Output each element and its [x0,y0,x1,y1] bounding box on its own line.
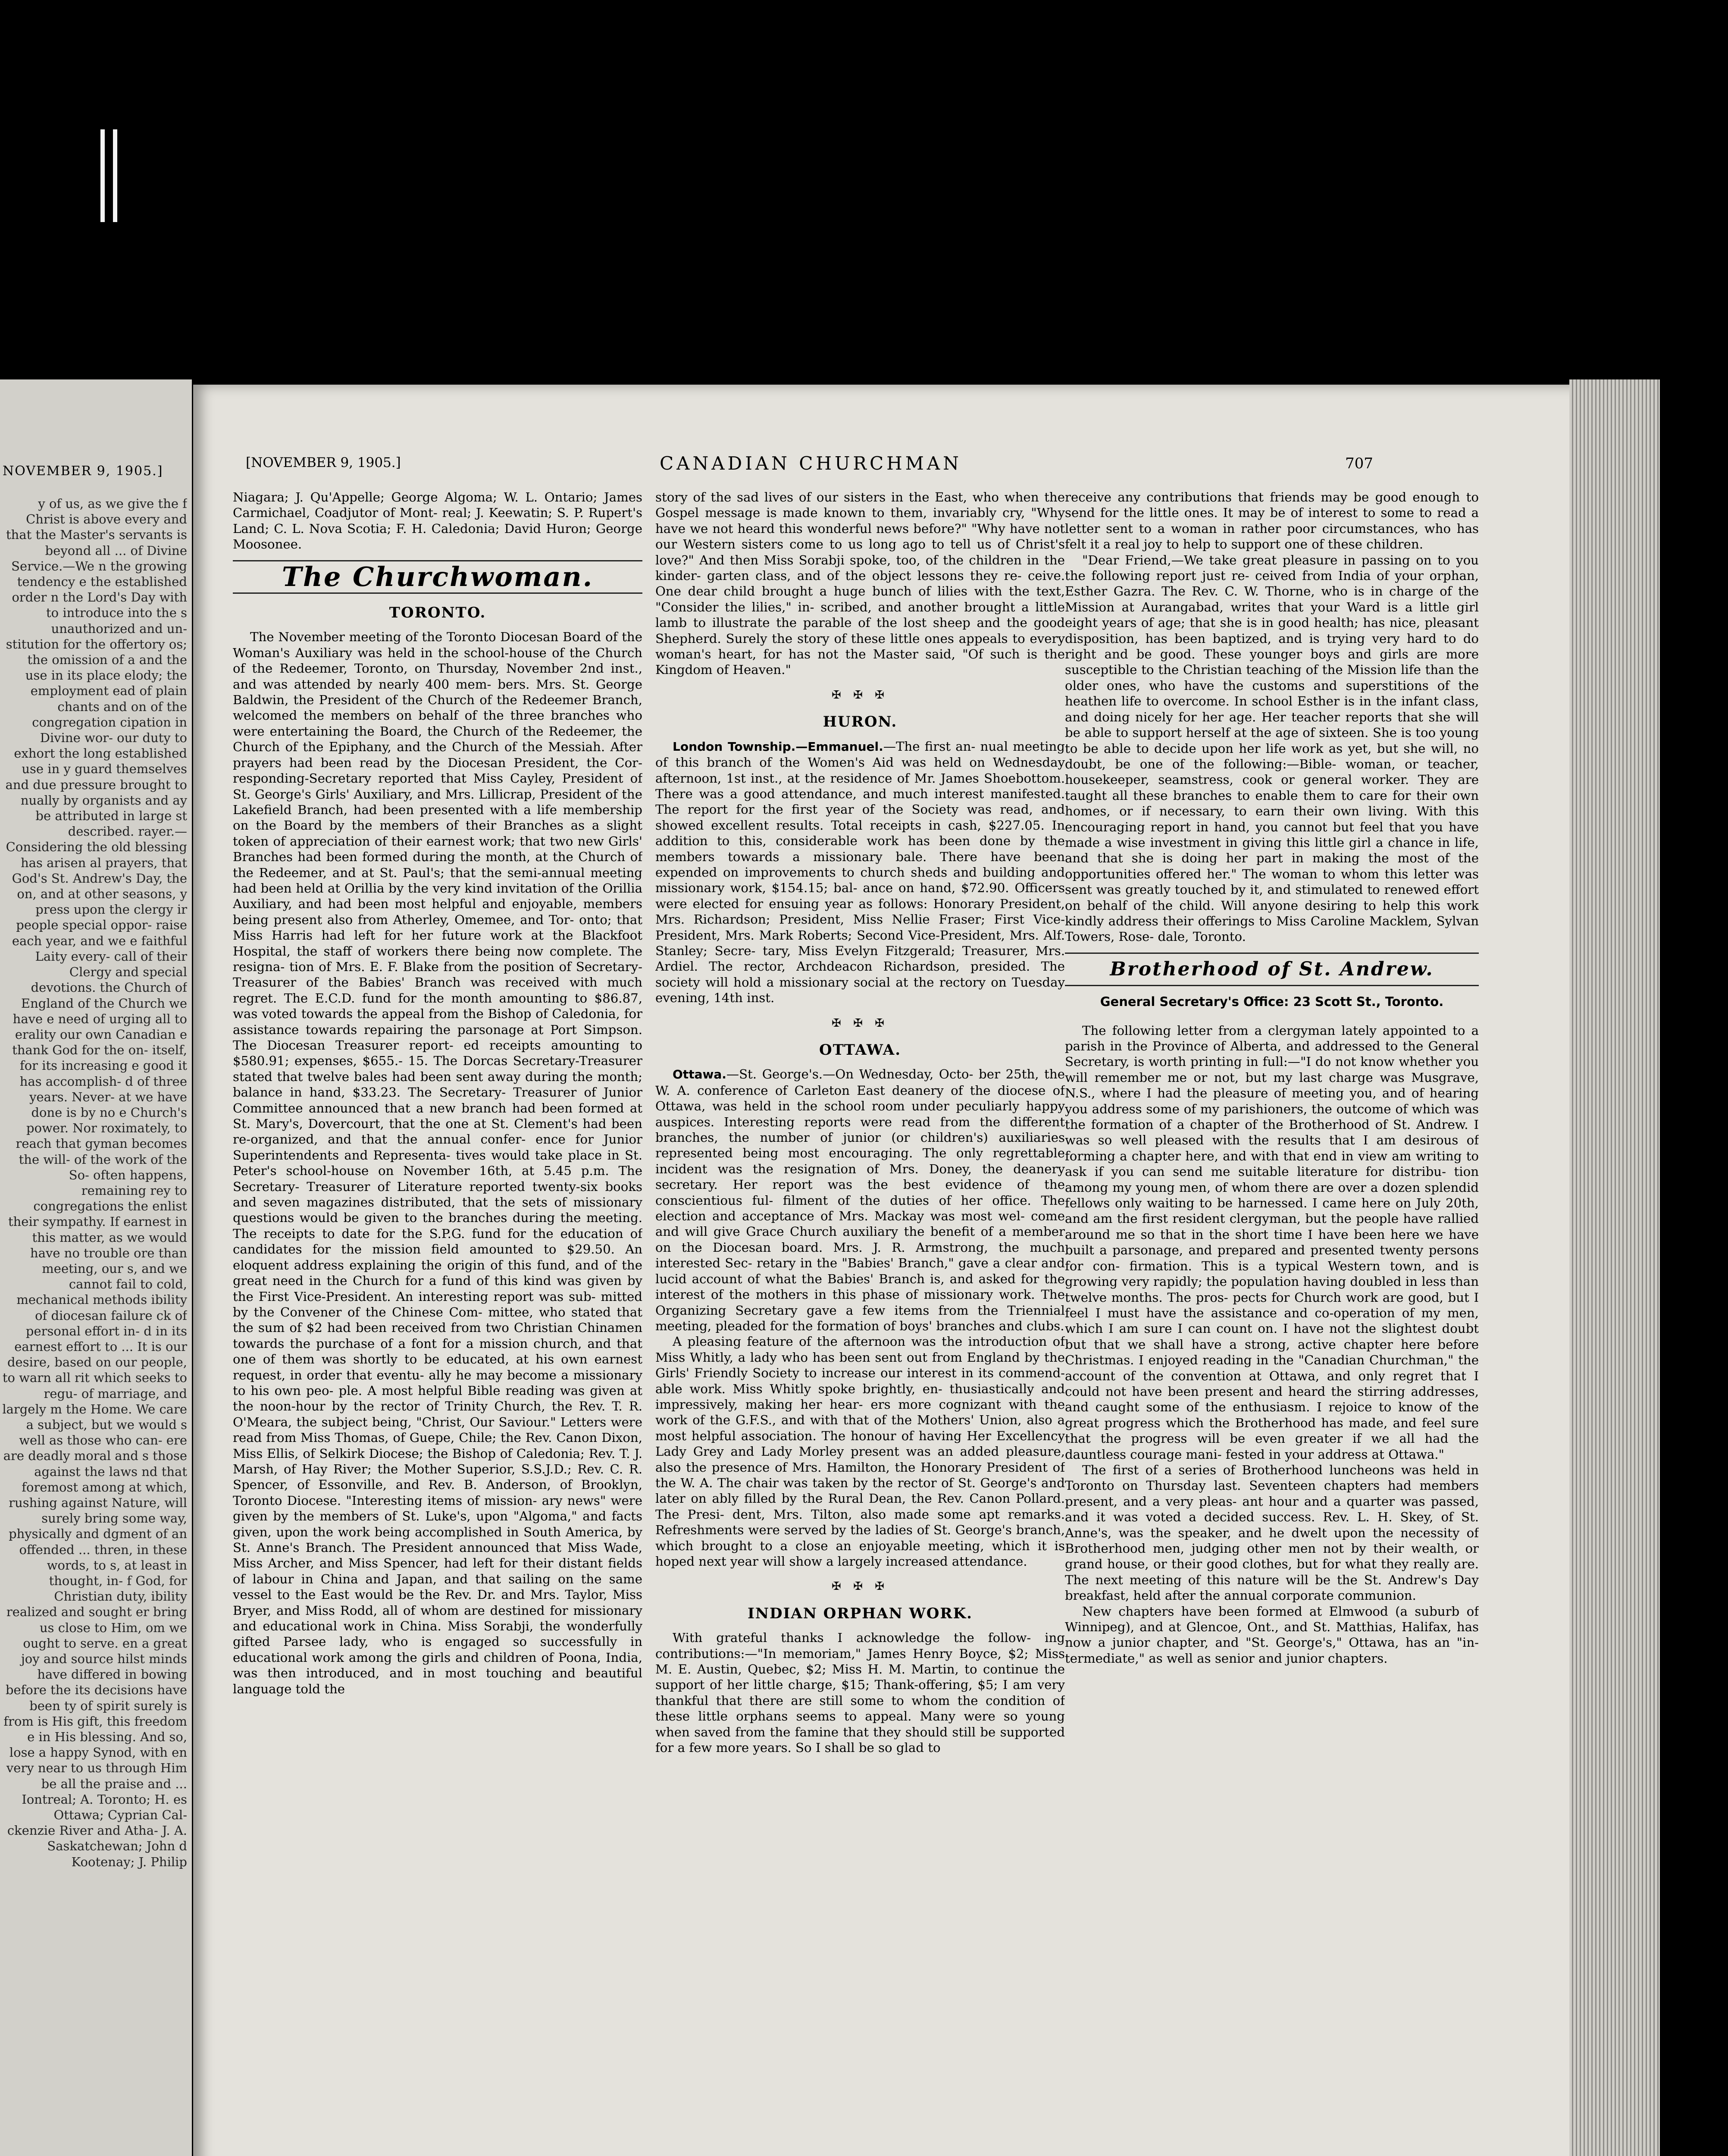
brotherhood-letter: The following letter from a clergyman lately appointed to a parish in the Province of Alberta, and addressed to the General Secretary, is worth printing in full:—"I do not know whether you will remember me or not, but my last charge was Musgrave, N.S., where I had the pleasure of meeting you, and of hearing you address some of my parishioners, the outcome of which was the formation of a chapter of the Brotherhood of St. Andrew. I was so well pleased with the results that I am desirous of forming a chapter here, and with that end in view am writing to ask if you can send me suitable literature for distribu- tion among my young men, of whom there are over a dozen splendid fellows only waiting to be harnessed. I came here on July 20th, and am the first resident clergyman, but the people have rallied around me so that in the short time I have been here we have built a parsonage, and prepared and presented twenty persons for con- firmation. This is a typical Western town, and is growing very rapidly; the population having doubled in less than twelve months. The pros- pects for Church work are good, but I feel I must have the assistance and co-operation of my men, which I am sure I can count on. I have not the slightest doubt but that we shall have a strong, active chapter here before Christmas. I enjoyed reading in the "Canadian Churchman," the account of the convention at Ottawa, and only regret that I could not have been present and heard the stirring addresses, and caught some of the enthusiasm. I rejoice to know of the great progress which the Brotherhood has made, and feel sure that the progress will be even greater if we all had the dauntless courage mani- fested in your address at Ottawa." [1065,1023,1479,1462]
brotherhood-masthead: Brotherhood of St. Andrew. [1110,958,1434,980]
brotherhood-luncheons: The first of a series of Brotherhood luncheons was held in Toronto on Thursday last. Seventeen chapters had members present, and a very pleas- ant hour and a quarter was passed, and it was voted a decided success. Rev. L. H. Skey, of St. Anne's, was the speaker, and he dwelt upon the necessity of Brotherhood men, judging other men not by their wealth, or grand house, or their good clothes, but for what they really are. The next meeting of this nature will be the St. Andrew's Day breakfast, held after the annual corporate communion. [1065,1462,1479,1603]
page-edges [1569,379,1660,2156]
section-heading-huron: HURON. [823,713,898,731]
toronto-report: The November meeting of the Toronto Diocesan Board of the Woman's Auxiliary was held in the school-house of the Church of the Redeemer, Toronto, on Thursday, November 2nd inst., and was attended by nearly 400 mem- bers. Mrs. St. George Baldwin, the President of the Church of the Redeemer Branch, welcomed the members on behalf of the three branches who were entertaining the Board, the Church of the Redeemer, the Church of the Epiphany, and the Church of the Messiah. After prayers had been read by the Diocesan President, the Cor- responding-Secretary reported that Miss Cayley, President of St. George's Girls' Auxiliary, and Mrs. Lillicrap, President of the Lakefield Branch, had been presented with a life membership on the Board by the members of their Branches as a slight token of appreciation of their earnest work; that two new Girls' Branches had been formed during the month, at the Church of the Redeemer, and at St. Paul's; that the semi-annual meeting had been held at Orillia by the very kind invitation of the Orillia Auxiliary, and had been most helpful and enjoyable, members being present also from Atherley, Omemee, and Tor- onto; that Miss Harris had left for her future work at the Blackfoot Hospital, the staff of workers there being now complete. The resigna- tion of Mrs. E. F. Blake from the position of Secretary-Treasurer of the Babies' Branch was received with much regret. The E.C.D. fund for the month amounting to $86.87, was voted towards the appeal from the Bishop of Caledonia, for assistance towards repairing the parsonage at Port Simpson. The Diocesan Treasurer report- ed receipts amounting to $580.91; expenses, $655.- 15. The Dorcas Secretary-Treasurer stated that twelve bales had been sent away during the month; balance in hand, $33.23. The Secretary- Treasurer of Junior Committee announced that a new branch had been formed at St. Mary's, Dovercourt, that the one at St. Clement's had been re-organized, and that the annual confer- ence for Junior Superintendents and Representa- tives would take place in St. Peter's school-house on November 16th, at 5.45 p.m. The Secretary- Treasurer of Literature reported twenty-six books and seven magazines distributed, that the sets of missionary questions would be given to the branches during the meeting. The receipts to date for the S.P.G. fund for the education of candidates for the mission field amounted to $29.50. An eloquent address explaining the origin of this fund, and of the great need in the Church for a fund of this kind was given by the First Vice-President. An interesting report was sub- mitted by the Convener of the Chinese Com- mittee, who stated that the sum of $2 had been received from two Christian Chinamen towards the purchase of a font for a mission church, and that one of them was shortly to be educated, at his own earnest request, in order that eventu- ally he may become a missionary to his own peo- ple. A most helpful Bible reading was given at the noon-hour by the rector of Trinity Church, the Rev. T. R. O'Meara, the subject being, "Christ, Our Saviour." Letters were read from Miss Thomas, of Guepe, Chile; the Rev. Canon Dixon, Miss Ellis, of Selkirk Diocese; the Bishop of Caledonia; Rev. T. J. Marsh, of Hay River; the Mother Superior, S.S.J.D.; Rev. C. R. Spencer, of Essonville, and Rev. B. Anderson, of Brooklyn, Toronto Diocese. "Interesting items of mission- ary news" were given by the members of St. Luke's, upon "Algoma," and facts given, upon the work being accomplished in South America, by St. Anne's Branch. The President announced that Miss Wade, Miss Archer, and Miss Spencer, had left for their distant fields of labour in China and Japan, and that sailing on the same vessel to the East would be the Rev. Dr. and Mrs. Taylor, Miss Bryer, and Miss Rodd, all of whom are destined for missionary and educational work in China. Miss Sorabji, the wonderfully gifted Parsee lady, who is engaged so successfully in educational work among the girls and children of Poona, India, was then introduced, and in most touching and beautiful language told the [233,630,642,1696]
section-ornament: ✠ ✠ ✠ [832,688,889,702]
huron-body: —The first an- nual meeting of this branch of the Women's Aid was held on Wednesday afternoon, 1st inst., at the residence of Mr. James Shoebottom. There was a good attendance, and much interest manifested. The report for the first year of the Society was read, and showed excellent results. Total receipts in cash, $227.05. In addition to this, considerable work has been done by the members towards a missionary bale. There have been expended on improvements to church sheds and building and missionary work, $154.15; bal- ance on hand, $72.90. Officers were elected for ensuing year as follows: Honorary President, Mrs. Richardson; President, Miss Nellie Fraser; First Vice-President, Mrs. Mark Roberts; Second Vice-President, Mrs. Alf. Stanley; Secre- tary, Miss Evelyn Fitzgerald; Treasurer, Mrs. Ardiel. The rector, Archdeacon Richardson, presided. The society will hold a missionary social at the rectory on Tuesday evening, 14th inst. [655,739,1065,1006]
column-1 [233,489,642,2156]
ottawa-report-2: A pleasing feature of the afternoon was the introduction of Miss Whitly, a lady who has been sent out from England by the Girls' Friendly Society to increase our interest in its commend- able work. Miss Whitly spoke brightly, en- thusiastically and impressively, making her hear- ers more cognizant with the work of the G.F.S., and with that of the Mothers' Union, also a most helpful association. The honour of having Her Excellency Lady Grey and Lady Morley present was an added pleasure, also the presence of Mrs. Hamilton, the Honorary President of the W. A. The chair was taken by the rector of St. George's and later on ably filled by the Rural Dean, the Rev. Canon Pollard. The Presi- dent, Mrs. Tilton, also made some apt remarks. Refreshments were served by the ladies of St. George's branch, which brought to a close an enjoyable meeting, which it is hoped next year will show a largely increased attendance. [655,1334,1065,1569]
ottawa-report [655,1066,1065,1334]
orphan-work-continued: receive any contributions that friends may be good enough to send for the little ones. It may be of interest to some to read a letter sent to a woman in rather poor circumstances, who has felt it a real joy to help to support one of these children. [1065,490,1479,552]
orphan-letter: "Dear Friend,—We take great pleasure in passing on to you the following report just re- ceived from India of your orphan, Esther Gazra. The Rev. C. W. Thorne, who is in charge of the Mission at Aurangabad, writes that your Ward is a little girl eight years of age; that she is in good health; has nice, pleasant disposition, has been baptized, and is trying very hard to do right and be good. These younger boys and girls are more susceptible to the Christian teaching of the Mission life than the older ones, who have the customs and superstitions of the heathen life to overcome. In school Esther is in the infant class, and doing nicely for her age. Her teacher reports that she will be able to support herself at the age of sixteen. She is too young to be able to decide upon her life work as yet, but she will, no doubt, be one of the following:—Bible- woman, or teacher, housekeeper, seamstress, cook or general worker. They are taught all these branches to enable them to care for their own homes, or if necessary, to earn their own living. With this encouraging report in hand, you cannot but feel that you have made a wise investment in giving this little girl a chance in life, and that she is doing her part in making the most of the opportunities offered her." The woman to whom this letter was sent was greatly touched by it, and stimulated to renewed effort on behalf of the child. Will anyone desiring to help this work kindly address their offerings to Miss Caroline Macklem, Sylvan Towers, Rose- dale, Toronto. [1065,552,1479,944]
divider [1065,953,1479,954]
left-running-head: NOVEMBER 9, 1905.] [3,464,163,479]
huron-lead: London Township.—Emmanuel. [673,739,883,754]
column-3 [1065,489,1479,2156]
column-2 [655,489,1065,2156]
running-head-title: CANADIAN CHURCHMAN [660,453,962,474]
section-heading-toronto: TORONTO. [389,604,486,622]
ottawa-body: —St. George's.—On Wednesday, Octo- ber 25th, the W. A. conference of Carleton East deanery of the diocese of Ottawa, was held in the school room under peculiarly happy auspices. Interesting reports were read from the different branches, the number of junior (or children's) auxiliaries represented being most encouraging. The only regrettable incident was the resignation of Mrs. Doney, the deanery secretary. Her report was the best evidence of the conscientious ful- filment of the duties of her office. The election and acceptance of Mrs. Mackay was most wel- come and will give Grace Church auxiliary the benefit of a member on the Diocesan board. Mrs. J. R. Armstrong, the much interested Sec- retary in the "Babies' Branch," gave a clear and lucid account of what the Babies' Branch is, and asked for the interest of the mothers in this phase of missionary work. The Organizing Secretary gave a few items from the Triennial meeting, pleaded for the formation of boys' branches and clubs. [655,1067,1065,1333]
brotherhood-new-chapters: New chapters have been formed at Elmwood (a suburb of Winnipeg), and at Glencoe, Ont., and St. Matthias, Halifax, has now a junior chapter, and "St. George's," Ottawa, has an "in- termediate," as well as senior and junior chapters. [1065,1604,1479,1666]
churchwoman-masthead: The Churchwoman. [282,561,594,592]
film-bar [100,129,105,222]
ottawa-lead: Ottawa. [673,1067,726,1082]
divider [233,592,642,594]
divider [1065,985,1479,986]
section-ornament: ✠ ✠ ✠ [832,1580,889,1593]
bishops-signatories: Niagara; J. Qu'Appelle; George Algoma; W. L. Ontario; James Carmichael, Coadjutor of Mont- real; J. Keewatin; S. P. Rupert's Land; C. L. Nova Scotia; F. H. Caledonia; David Huron; George Moosonee. [233,490,642,552]
film-bar [113,129,117,222]
orphan-work-text: With grateful thanks I acknowledge the follow- ing contributions:—"In memoriam," James Henry Boyce, $2; Miss M. E. Austin, Quebec, $2; Miss H. M. Martin, to continue the support of her little charge, $15; Thank-offering, $5; I am very thankful that there are still some to whom the condition of these little orphans seems to appeal. Many were so young when saved from the famine that they should still be supported for a few more years. So I shall be so glad to [655,1630,1065,1755]
section-heading-ottawa: OTTAWA. [819,1041,902,1059]
running-head-date: [NOVEMBER 9, 1905.] [246,455,401,470]
general-secretary-office: General Secretary's Office: 23 Scott St., Toronto. [1100,994,1444,1009]
section-ornament: ✠ ✠ ✠ [832,1016,889,1030]
section-heading-orphan-work: INDIAN ORPHAN WORK. [748,1604,973,1622]
toronto-report-continued: story of the sad lives of our sisters in the East, who when the Gospel message is made known to them, invariably cry, "Why have we not heard this wonderful news before?" "Why have not our Western sisters come to us long ago to tell us of Christ's love?" And then Miss Sorabji spoke, too, of the children in the kinder- garten class, and of the object lessons they re- ceive. One dear child brought a huge bunch of lilies with the text, "Consider the lilies," in- scribed, and another brought a little lamb to illustrate the parable of the lost sheep and the good Shepherd. Surely the story of these little ones appeals to every woman's heart, for has not the Master said, "Of such is the Kingdom of Heaven." [655,490,1065,677]
huron-report [655,739,1065,1006]
left-page-fragments: y of us, as we give the f Christ is above every and that the Master's servants is beyond all ... of Divine Service.—We n the growing tendency e the established order n the Lord's Day with to introduce into the s unauthorized and un- stitution for the offertory os; the omission of a and the use in its place elody; the employment ead of plain chants and on of the congregation cipation in Divine wor- our duty to exhort the long established use in y guard themselves and due pressure brought to nually by organists and ay be attributed in large st described. rayer.—Considering the old blessing has arisen al prayers, that God's St. Andrew's Day, the on, and at other seasons, y press upon the clergy ir people special oppor- raise each year, and we e faithful Laity every- call of their Clergy and special devotions. the Church of England of the Church we have e need of urging all to erality our own Canadian e thank God for the on- itself, for its increasing e good it has accomplish- d of three years. Never- at we have done is by no e Church's power. Nor roximately, to reach that gyman becomes the will- of the work of the So- often happens, remaining rey to congregations the enlist their sympathy. If earnest in this matter, as we would have no trouble ore than meeting, our s, and we cannot fail to cold, mechanical methods ibility of diocesan failure ck of personal effort in- d in its earnest effort to ... It is our desire, based on our people, to warn all rit which seeks to regu- of marriage, and largely m the Home. We care a subject, but we would s well as those who can- ere are deadly moral and s those against the laws nd that foremost among at which, rushing against Nature, will surely bring some way, physically and dgment of an offended ... thren, in these words, to s, at least in thought, in- f God, for Christian duty, ibility realized and sought er bring us close to Him, om we ought to serve. en a great joy and source hilst minds have differed in bowing before the its decisions have been ty of spirit surely is from is His gift, this freedom e in His blessing. And so, lose a happy Synod, with en very near to us through Him be all the praise and ... Iontreal; A. Toronto; H. es Ottawa; Cyprian Cal- ckenzie River and Atha- J. A. Saskatchewan; John d Kootenay; J. Philip [2,496,187,1869]
page-number: 707 [1345,455,1373,472]
